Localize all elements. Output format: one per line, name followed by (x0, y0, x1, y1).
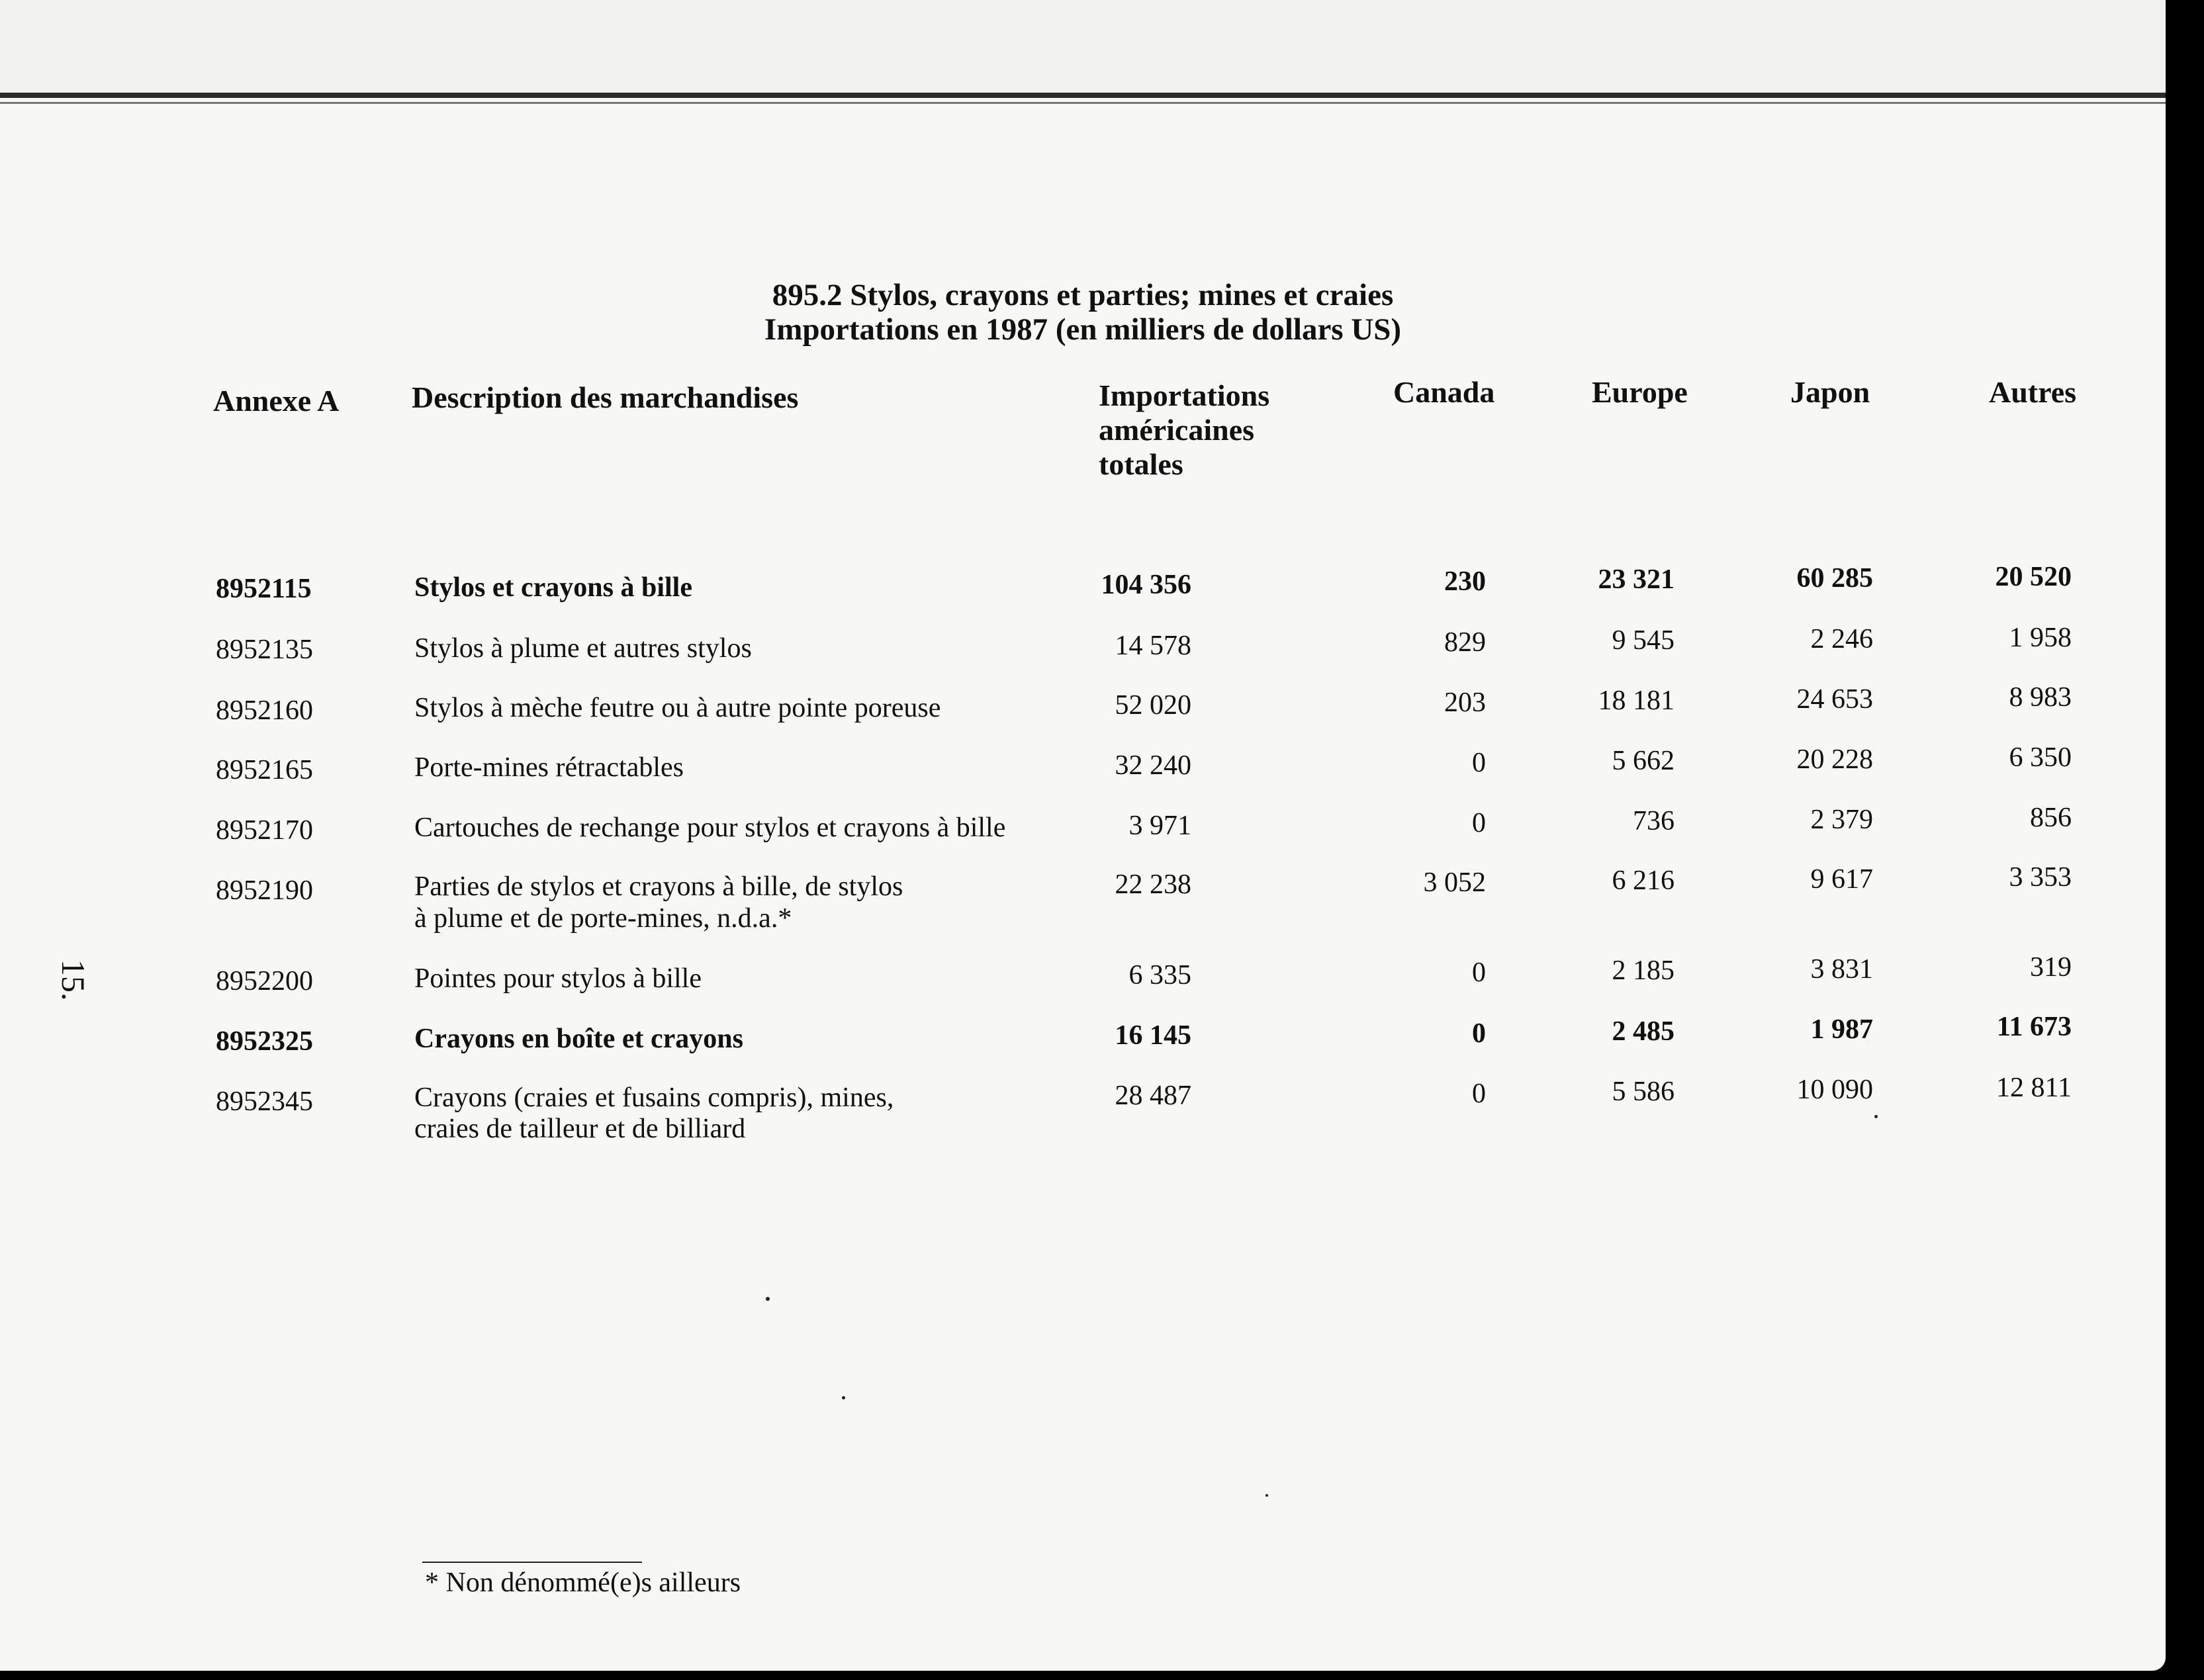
row-japan: 2 379 (1810, 805, 1873, 835)
row-description: Crayons (craies et fusains compris), mines, (414, 1083, 894, 1113)
row-japan: 10 090 (1796, 1075, 1873, 1105)
header-europe: Europe (1592, 375, 1688, 409)
row-japan: 24 653 (1796, 684, 1873, 715)
footnote-rule (422, 1562, 642, 1563)
row-europe: 9 545 (1612, 625, 1675, 656)
header-total-imports-line1: Importations (1099, 378, 1270, 412)
header-others: Autres (1989, 375, 2077, 409)
row-europe: 736 (1633, 806, 1675, 836)
row-description: Cartouches de rechange pour stylos et crayons à bille (414, 813, 1006, 843)
row-canada: 0 (1472, 1079, 1486, 1109)
row-total: 6 335 (1128, 960, 1191, 991)
scan-speck (1265, 1494, 1268, 1497)
row-others: 319 (2030, 952, 2072, 983)
row-europe: 2 185 (1612, 955, 1675, 986)
row-others: 20 520 (1995, 562, 2072, 592)
row-canada: 0 (1472, 808, 1486, 838)
header-description: Description des marchandises (412, 380, 799, 414)
row-europe: 5 662 (1612, 746, 1675, 776)
row-canada: 230 (1444, 566, 1486, 597)
row-others: 12 811 (1996, 1073, 2072, 1103)
header-canada: Canada (1393, 375, 1495, 409)
row-europe: 23 321 (1598, 564, 1675, 595)
header-japan: Japon (1790, 375, 1870, 409)
row-others: 6 350 (2009, 742, 2072, 773)
row-europe: 18 181 (1598, 685, 1675, 716)
footnote: * Non dénommé(e)s ailleurs (425, 1568, 741, 1598)
scan-speck (1874, 1115, 1878, 1118)
row-description: Stylos à mèche feutre ou à autre pointe poreuse (414, 693, 941, 723)
scan-speck (842, 1396, 845, 1399)
row-europe: 5 586 (1612, 1077, 1675, 1107)
row-total: 16 145 (1115, 1020, 1191, 1051)
row-total: 32 240 (1115, 750, 1191, 781)
row-code: 8952200 (216, 966, 313, 996)
scan-speck (766, 1297, 770, 1301)
row-japan: 2 246 (1810, 624, 1873, 654)
row-japan: 20 228 (1796, 744, 1873, 775)
row-description-cont: craies de tailleur et de billiard (414, 1114, 746, 1144)
row-canada: 3 052 (1423, 867, 1486, 898)
header-total-imports (1099, 378, 1269, 482)
row-total: 22 238 (1115, 869, 1191, 900)
row-canada: 0 (1472, 1018, 1486, 1049)
row-description: Stylos à plume et autres stylos (414, 633, 752, 664)
row-total: 28 487 (1115, 1081, 1191, 1111)
row-japan: 9 617 (1810, 864, 1873, 895)
row-code: 8952165 (216, 755, 313, 785)
row-japan: 60 285 (1796, 563, 1873, 594)
divider (0, 102, 2166, 104)
row-description: Porte-mines rétractables (414, 752, 684, 783)
row-code: 8952325 (216, 1026, 313, 1057)
row-code: 8952345 (216, 1086, 313, 1117)
header-total-imports-line3: totales (1099, 447, 1183, 481)
page-number: 15. (55, 959, 92, 1001)
row-code: 8952115 (216, 574, 312, 604)
table-subtitle: Importations en 1987 (en milliers de dollars US) (764, 312, 1402, 347)
row-total: 14 578 (1115, 631, 1191, 661)
row-description: Crayons en boîte et crayons (414, 1024, 743, 1054)
row-total: 104 356 (1101, 570, 1191, 600)
row-code: 8952135 (216, 635, 313, 665)
table-title: 895.2 Stylos, crayons et parties; mines et craies (772, 278, 1394, 312)
row-japan: 1 987 (1810, 1014, 1873, 1045)
row-description: Pointes pour stylos à bille (414, 963, 702, 994)
row-code: 8952190 (216, 875, 313, 906)
row-code: 8952160 (216, 695, 313, 726)
row-others: 3 353 (2009, 862, 2072, 893)
row-canada: 0 (1472, 957, 1486, 988)
row-others: 1 958 (2009, 623, 2072, 653)
row-others: 11 673 (1996, 1012, 2072, 1042)
scan-top-band (0, 0, 2166, 98)
row-canada: 203 (1444, 687, 1486, 718)
row-japan: 3 831 (1810, 954, 1873, 985)
row-total: 3 971 (1128, 811, 1191, 841)
row-description-cont: à plume et de porte-mines, n.d.a.* (414, 903, 792, 934)
row-total: 52 020 (1115, 690, 1191, 721)
row-europe: 2 485 (1612, 1016, 1675, 1047)
row-others: 8 983 (2009, 682, 2072, 713)
row-canada: 829 (1444, 627, 1486, 658)
row-description: Parties de stylos et crayons à bille, de stylos (414, 871, 903, 902)
row-canada: 0 (1472, 748, 1486, 778)
header-total-imports-line2: américaines (1099, 413, 1255, 447)
header-annex: Annexe A (213, 384, 340, 418)
row-code: 8952170 (216, 815, 313, 846)
row-europe: 6 216 (1612, 865, 1675, 896)
row-description: Stylos et crayons à bille (414, 572, 692, 603)
row-others: 856 (2030, 803, 2072, 833)
